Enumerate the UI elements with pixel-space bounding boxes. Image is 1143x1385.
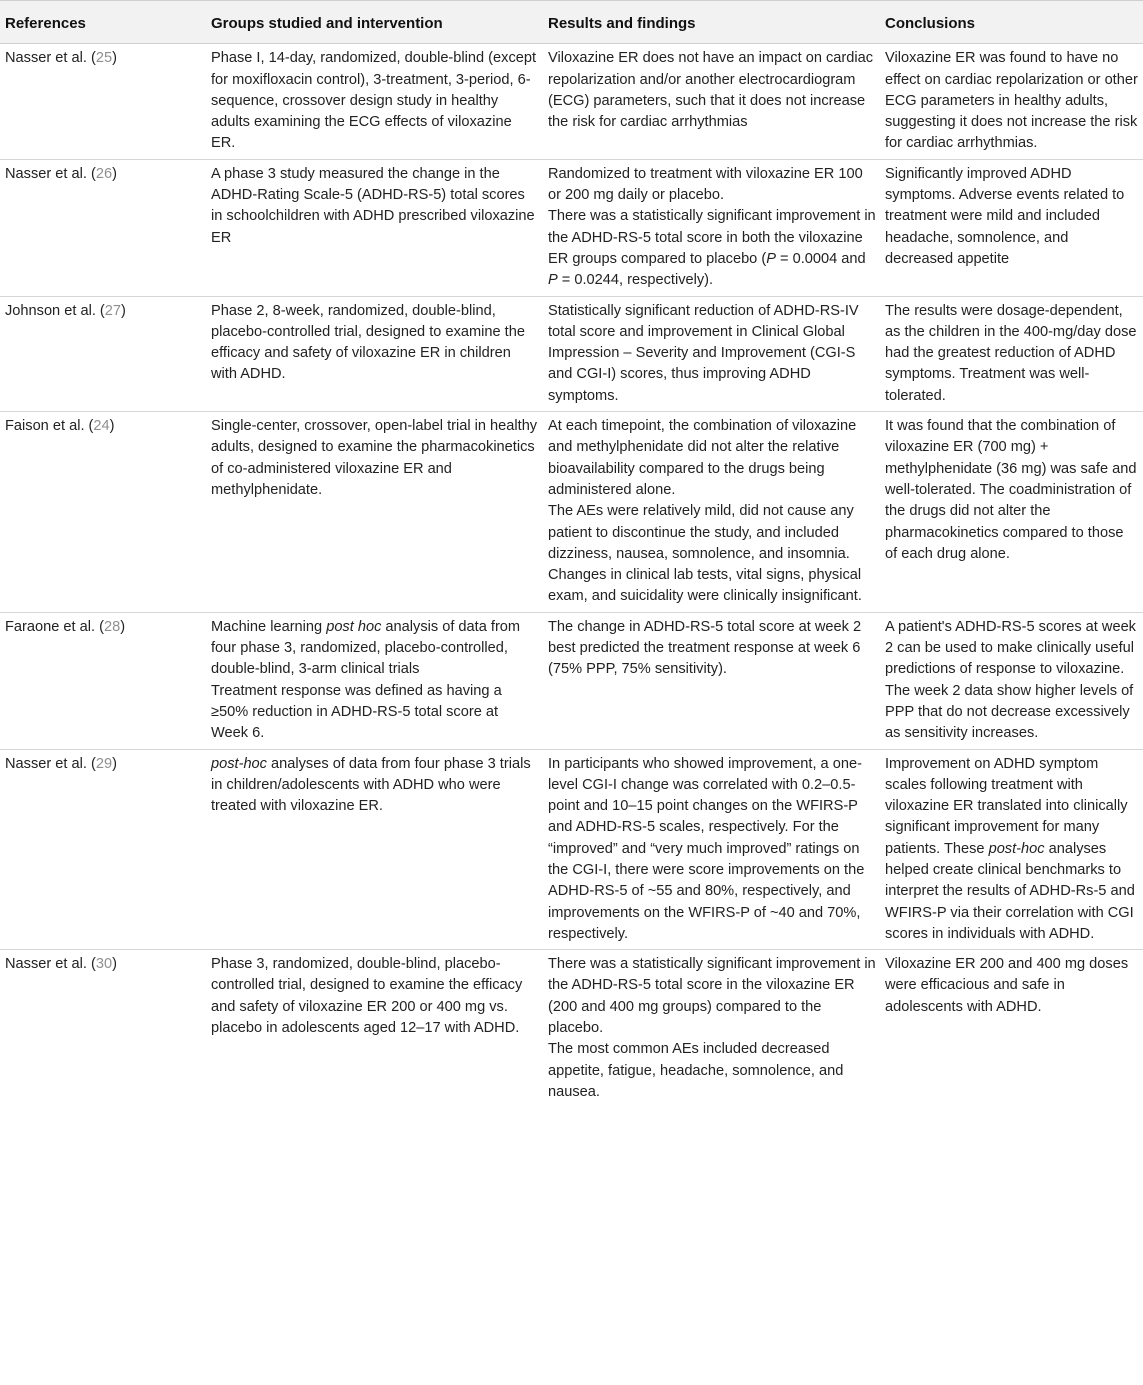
table-row: [0, 44, 1143, 159]
conclusions-cell: Significantly improved ADHD symptoms. Adverse events related to treatment were mild and included headache, somnolence, and decreased appetite: [880, 159, 1143, 296]
ref-author: Nasser et al.: [5, 165, 87, 182]
groups-cell: Phase I, 14-day, randomized, double-blind (except for moxifloxacin control), 3-treatment, 3-period, 6-sequence, crossover design study in healthy adults examining the ECG effects of viloxazine ER.: [206, 44, 543, 159]
ref-number-link[interactable]: 29: [95, 755, 113, 772]
results-cell: [543, 159, 880, 296]
ref-number-link[interactable]: 28: [103, 618, 121, 635]
results-cell: In participants who showed improvement, a one-level CGI-I change was correlated with 0.2–0.5-point and 10–15 point changes on the WFIRS-P and ADHD-RS-5 scales, respectively. For the “improved” and “very much improved” ratings on the CGI-I, there were score improvements on the ADHD-RS-5 of ~55 and 80%, respectively, and improvements on the WFIRS-P of ~40 and 70%, respectively.: [543, 749, 880, 950]
reference-cell: Nasser et al. (25): [0, 44, 206, 159]
ref-number-link[interactable]: 30: [95, 956, 113, 973]
groups-cell: A phase 3 study measured the change in the ADHD-Rating Scale-5 (ADHD-RS-5) total scores in schoolchildren with ADHD prescribed viloxazine ER: [206, 159, 543, 296]
reference-cell: Nasser et al. (30): [5, 956, 117, 973]
reference-cell: Nasser et al. (26): [0, 159, 206, 296]
groups-cell: Phase 2, 8-week, randomized, double-blind, placebo-controlled trial, designed to examine the efficacy and safety of viloxazine ER in children with ADHD.: [206, 296, 543, 411]
table-row: [0, 612, 1143, 749]
results-cell: Statistically significant reduction of ADHD-RS-IV total score and improvement in Clinical Global Impression – Severity and Improvement (CGI-S and CGI-I) scores, thus improving ADHD symptoms.: [543, 296, 880, 411]
header-results: Results and findings: [543, 1, 880, 44]
results-cell: [543, 412, 880, 613]
conclusions-cell: Improvement on ADHD symptom scales following treatment with viloxazine ER translated into clinically significant improvement for many patients. These post-hoc analyses helped create clinical benchmarks to interpret the results of ADHD-Rs-5 and WFIRS-P via their correlation with CGI scores in individuals with ADHD.: [880, 749, 1143, 950]
ref-number-link[interactable]: 26: [95, 165, 113, 182]
results-paragraph: The AEs were relatively mild, did not cause any patient to discontinue the study, and included dizziness, nausea, somnolence, and insomnia. Changes in clinical lab tests, vital signs, physical exam, and suicidality were clinically insignificant.: [548, 503, 862, 605]
results-cell: [543, 950, 880, 1108]
groups-cell: Phase 3, randomized, double-blind, placebo-controlled trial, designed to examine the efficacy and safety of viloxazine ER 200 or 400 mg vs. placebo in adolescents aged 12–17 with ADHD.: [211, 956, 523, 1037]
conclusions-cell: Viloxazine ER was found to have no effect on cardiac repolarization or other ECG parameters in healthy adults, suggesting it does not increase the risk for cardiac arrhythmias.: [880, 44, 1143, 159]
results-paragraph: The most common AEs included decreased appetite, fatigue, headache, somnolence, and nausea.: [548, 1041, 844, 1100]
ref-author: Faraone et al.: [5, 618, 96, 635]
table-row: [0, 749, 1143, 950]
reference-cell: Faison et al. (24): [0, 412, 206, 613]
ref-author: Nasser et al.: [5, 50, 87, 67]
table-row: [0, 412, 1143, 613]
results-paragraph: There was a statistically significant improvement in the ADHD-RS-5 total score in the viloxazine ER (200 and 400 mg groups) compared to the placebo.: [548, 956, 876, 1037]
results-paragraph: At each timepoint, the combination of viloxazine and methylphenidate did not alter the relative bioavailability compared to the drugs being administered alone.: [548, 418, 857, 498]
conclusions-cell: It was found that the combination of viloxazine ER (700 mg) + methylphenidate (36 mg) was safe and well-tolerated. The coadministration of the drugs did not alter the pharmacokinetics compared to those of each drug alone.: [880, 412, 1143, 613]
conclusions-cell: A patient's ADHD-RS-5 scores at week 2 can be used to make clinically useful predictions of response to viloxazine. The week 2 data show higher levels of PPP that do not decrease excessively as sensitivity increases.: [880, 612, 1143, 749]
table-row: [0, 950, 1143, 1108]
groups-paragraph: Treatment response was defined as having a ≥50% reduction in ADHD-RS-5 total score at Week 6.: [211, 682, 502, 742]
ref-author: Nasser et al.: [5, 755, 87, 772]
conclusions-cell: The results were dosage-dependent, as the children in the 400-mg/day dose had the greatest reduction of ADHD symptoms. Treatment was well-tolerated.: [880, 296, 1143, 411]
conclusions-cell: Viloxazine ER 200 and 400 mg doses were efficacious and safe in adolescents with ADHD.: [885, 956, 1129, 1015]
groups-paragraph: Machine learning post hoc analysis of data from four phase 3, randomized, placebo-controlled, double-blind, 3-arm clinical trials: [211, 618, 521, 678]
header-row: [0, 1, 1143, 44]
results-paragraph: There was a statistically significant improvement in the ADHD-RS-5 total score in both the viloxazine ER groups compared to placebo (P = 0.0004 and P = 0.0244, respectively).: [548, 208, 876, 289]
groups-cell: Single-center, crossover, open-label trial in healthy adults, designed to examine the pharmacokinetics of co-administered viloxazine ER and methylphenidate.: [206, 412, 543, 613]
ref-author: Nasser et al.: [5, 956, 87, 973]
groups-cell: [206, 612, 543, 749]
results-cell: The change in ADHD-RS-5 total score at week 2 best predicted the treatment response at week 6 (75% PPP, 75% sensitivity).: [543, 612, 880, 749]
ref-author: Faison et al.: [5, 418, 85, 435]
table-row: [0, 159, 1143, 296]
reference-cell: Johnson et al. (27): [0, 296, 206, 411]
reference-cell: Faraone et al. (28): [0, 612, 206, 749]
groups-cell: post-hoc analyses of data from four phase 3 trials in children/adolescents with ADHD who were treated with viloxazine ER.: [206, 749, 543, 950]
ref-number-link[interactable]: 25: [95, 50, 113, 67]
ref-author: Johnson et al.: [5, 302, 96, 319]
header-references: References: [0, 1, 206, 44]
results-paragraph: Randomized to treatment with viloxazine ER 100 or 200 mg daily or placebo.: [548, 165, 863, 204]
header-groups: Groups studied and intervention: [206, 1, 543, 44]
results-cell: Viloxazine ER does not have an impact on cardiac repolarization and/or another electrocardiogram (ECG) parameters, such that it does not increase the risk for cardiac arrhythmias: [543, 44, 880, 159]
table-row: [0, 296, 1143, 411]
reference-cell: Nasser et al. (29): [0, 749, 206, 950]
ref-number-link[interactable]: 24: [93, 418, 110, 435]
ref-number-link[interactable]: 27: [104, 302, 122, 319]
header-conclusions: Conclusions: [880, 1, 1143, 44]
